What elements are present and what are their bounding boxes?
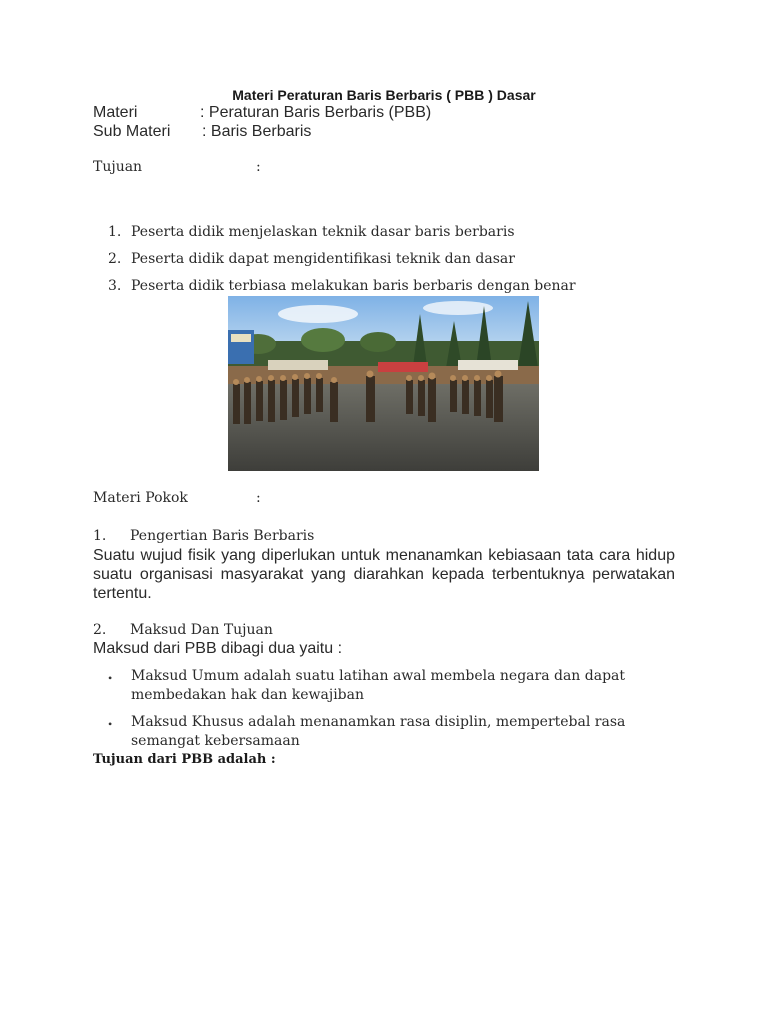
bullet-text: Maksud Khusus adalah menanamkan rasa disiplin, mempertebal rasa semangat kebersamaan [131, 714, 626, 749]
goal-text: Peserta didik dapat mengidentifikasi teknik dan dasar [131, 251, 515, 267]
bullet-text: Maksud Umum adalah suatu latihan awal membela negara dan dapat membedakan hak dan kewajiban [131, 668, 626, 703]
section2-title: Maksud Dan Tujuan [130, 622, 273, 638]
tujuan-pbb-heading: Tujuan dari PBB adalah : [93, 752, 276, 767]
goal-number: 2. [108, 251, 122, 267]
tujuan-colon: : [256, 159, 261, 175]
bullet-icon: • [108, 671, 113, 685]
materi-pokok-colon: : [256, 490, 261, 506]
section1-number: 1. [93, 528, 107, 544]
section1-paragraph: Suatu wujud fisik yang diperlukan untuk menanamkan kebiasaan tata cara hidup suatu organisasi masyarakat yang diarahkan kepada terbentuknya perwatakan tertentu. [93, 547, 675, 602]
goal-text: Peserta didik terbiasa melakukan baris berbaris dengan benar [131, 278, 576, 294]
goal-number: 1. [108, 224, 122, 240]
sub-materi-value: : Baris Berbaris [202, 123, 312, 140]
tujuan-label: Tujuan [93, 159, 143, 175]
section2-number: 2. [93, 622, 107, 638]
marching-formation-photo [228, 296, 539, 471]
materi-label: Materi [93, 104, 138, 121]
goal-number: 3. [108, 278, 122, 294]
section2-intro: Maksud dari PBB dibagi dua yaitu : [93, 640, 343, 657]
document-title: Materi Peraturan Baris Berbaris ( PBB ) Dasar [232, 87, 536, 103]
materi-value: : Peraturan Baris Berbaris (PBB) [200, 104, 432, 121]
bullet-icon: • [108, 717, 113, 731]
sub-materi-label: Sub Materi [93, 123, 171, 140]
section1-title: Pengertian Baris Berbaris [130, 528, 315, 544]
materi-pokok-label: Materi Pokok [93, 490, 188, 506]
goal-text: Peserta didik menjelaskan teknik dasar baris berbaris [131, 224, 515, 240]
